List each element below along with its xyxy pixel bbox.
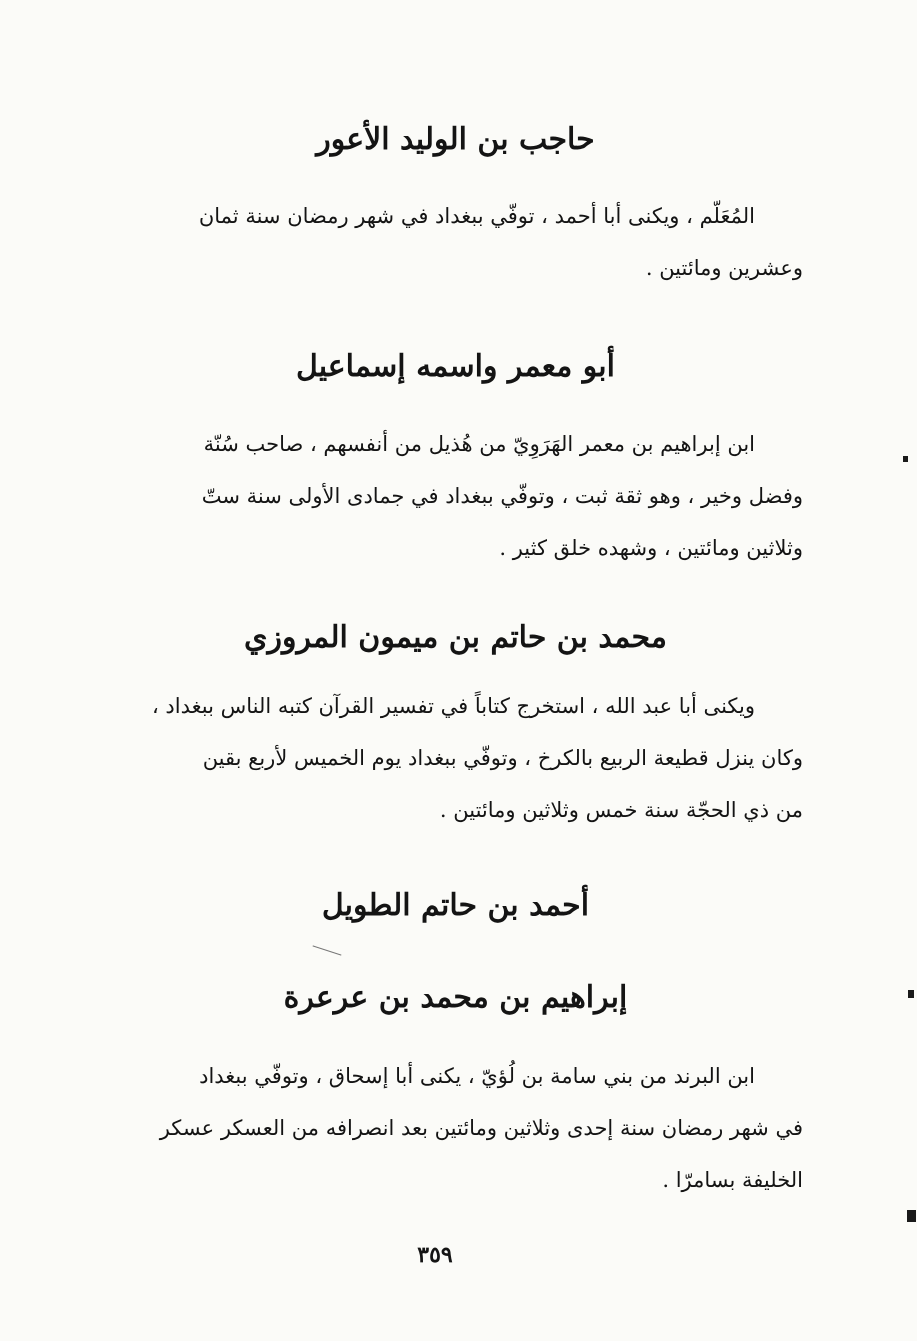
entry-body-5 [108, 1050, 803, 1206]
scan-speck [903, 456, 908, 462]
entry-heading-1: حاجب بن الوليد الأعور [316, 122, 595, 157]
body-line: المُعَلّم ، ويكنى أبا أحمد ، توفّي ببغداد في شهر رمضان سنة ثمان [198, 204, 755, 228]
body-line: ابن إبراهيم بن معمر الهَرَوِيّ من هُذيل من أنفسهم ، صاحب سُنّة [203, 432, 755, 456]
body-line: ابن البرند من بني سامة بن لُؤيّ ، يكنى أبا إسحاق ، وتوفّي ببغداد [199, 1064, 755, 1088]
scan-speck [908, 990, 914, 998]
entry-heading-3: محمد بن حاتم بن ميمون المروزي [244, 620, 667, 655]
scan-stroke [313, 945, 342, 955]
body-line: الخليفة بسامرّا . [662, 1168, 803, 1192]
entry-body-3 [108, 680, 803, 836]
body-line: وعشرين ومائتين . [645, 256, 803, 280]
body-line: ويكنى أبا عبد الله ، استخرج كتاباً في تفسير القرآن كتبه الناس ببغداد ، [151, 694, 755, 718]
body-line: وفضل وخير ، وهو ثقة ثبت ، وتوفّي ببغداد في جمادى الأولى سنة ستّ [201, 484, 803, 508]
entry-body-1 [108, 190, 803, 294]
page-number: ٣٥٩ [417, 1242, 453, 1268]
entry-heading-2: أبو معمر واسمه إسماعيل [296, 349, 615, 384]
scan-speck [907, 1210, 916, 1222]
body-line: وثلاثين ومائتين ، وشهده خلق كثير . [499, 536, 803, 560]
entry-heading-5: إبراهيم بن محمد بن عرعرة [283, 980, 628, 1015]
body-line: وكان ينزل قطيعة الربيع بالكرخ ، وتوفّي ببغداد يوم الخميس لأربع بقين [202, 746, 803, 770]
entry-heading-4: أحمد بن حاتم الطويل [321, 888, 590, 923]
body-line: في شهر رمضان سنة إحدى وثلاثين ومائتين بعد انصرافه من العسكر عسكر [159, 1116, 803, 1140]
entry-body-2 [108, 418, 803, 574]
body-line: من ذي الحجّة سنة خمس وثلاثين ومائتين . [439, 798, 803, 822]
